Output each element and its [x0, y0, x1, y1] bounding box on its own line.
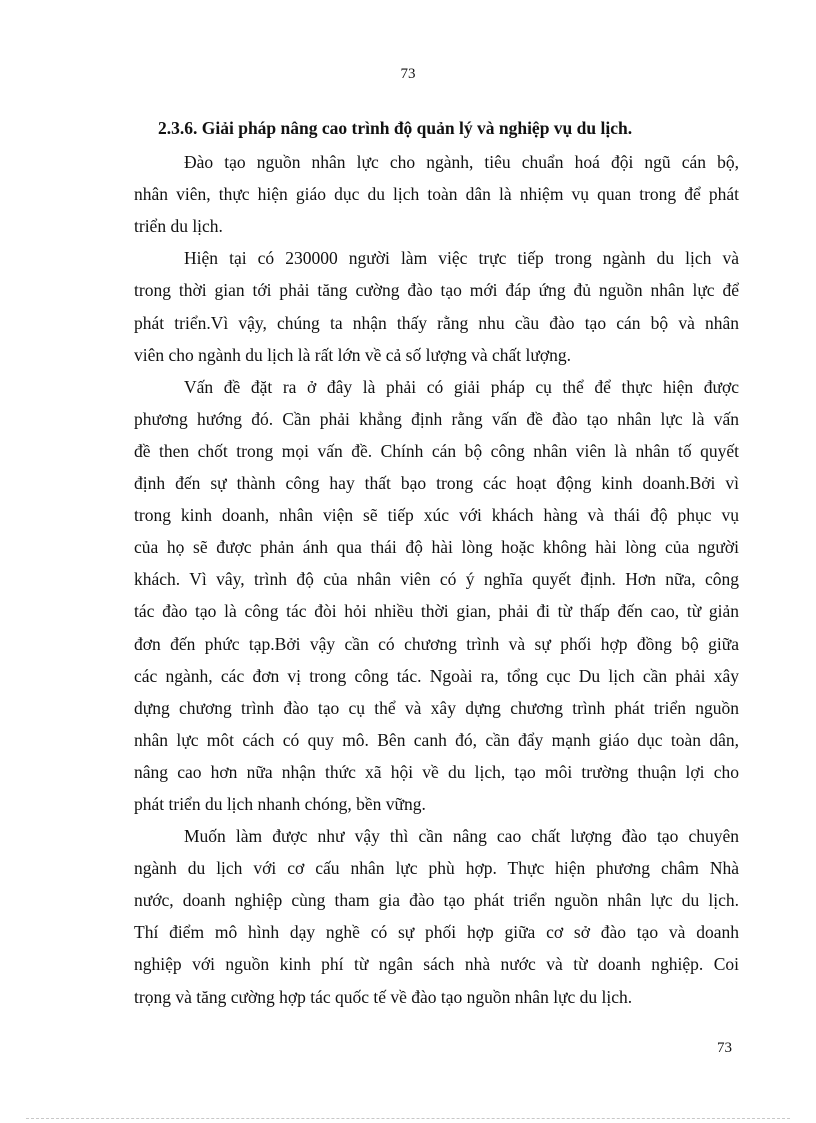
paragraph-line: đề then chốt trong mọi vấn đề. Chính cán bộ công nhân viên là nhân tố quyết: [134, 440, 739, 461]
paragraph: [134, 146, 739, 242]
paragraph-line: dựng chương trình đào tạo cụ thể và xây dựng chương trình phát triển nguồn: [134, 697, 739, 718]
section-heading: 2.3.6. Giải pháp nâng cao trình độ quản lý và nghiệp vụ du lịch.: [158, 118, 633, 138]
paragraph-line: phương hướng đó. Cần phải khẳng định rằng vấn đề đào tạo nhân lực là vấn: [134, 408, 739, 429]
paragraph-line: ngành du lịch với cơ cấu nhân lực phù hợp. Thực hiện phương châm Nhà: [134, 858, 739, 879]
paragraph-line: Vấn đề đặt ra ở đây là phải có giải pháp cụ thể để thực hiện được: [184, 376, 739, 397]
page-number-bottom: 73: [717, 1040, 732, 1056]
paragraph-line: phát triển du lịch nhanh chóng, bền vững.: [134, 793, 426, 814]
paragraph-line: Thí điểm mô hình dạy nghề có sự phối hợp giữa cơ sở đào tạo và doanh: [134, 922, 739, 943]
paragraph: [134, 820, 739, 1013]
paragraph-line: nhân lực môt cách có quy mô. Bên canh đó, cần đẩy mạnh giáo dục toàn dân,: [134, 729, 739, 750]
paragraph-line: các ngành, các đơn vị trong công tác. Ngoài ra, tổng cục Du lịch cần phải xây: [134, 665, 739, 686]
paragraph-line: của họ sẽ được phản ánh qua thái độ hài lòng hoặc không hài lòng của người: [134, 537, 739, 558]
paragraph-line: khách. Vì vây, trình độ của nhân viên có ý nghĩa quyết định. Hơn nữa, công: [134, 569, 739, 590]
document-body: [134, 112, 739, 1013]
page-bottom-divider: [26, 1118, 790, 1119]
paragraph-line: nước, doanh nghiệp cùng tham gia đào tạo phát triển nguồn nhân lực du lịch.: [134, 890, 739, 911]
paragraph-line: trọng và tăng cường hợp tác quốc tế về đào tạo nguồn nhân lực du lịch.: [134, 986, 633, 1007]
paragraph-line: phát triển.Vì vậy, chúng ta nhận thấy rằng nhu cầu đào tạo cán bộ và nhân: [134, 312, 739, 333]
paragraph-line: viên cho ngành du lịch là rất lớn về cả số lượng và chất lượng.: [134, 344, 571, 365]
paragraph-line: định đến sự thành công hay thất bạo trong các hoạt động kinh doanh.Bởi vì: [134, 473, 739, 494]
paragraph-line: nâng cao hơn nữa nhận thức xã hội về du lịch, tạo môi trường thuận lợi cho: [134, 761, 739, 782]
paragraph: [134, 371, 739, 820]
paragraph-line: đơn đến phức tạp.Bởi vậy cần có chương trình và sự phối hợp đồng bộ giữa: [134, 633, 739, 654]
paragraph-line: Hiện tại có 230000 người làm việc trực tiếp trong ngành du lịch và: [184, 248, 739, 269]
paragraph-line: trong thời gian tới phải tăng cường đào tạo mới đáp ứng đủ nguồn nhân lực để: [134, 280, 739, 301]
paragraph-line: triển du lịch.: [134, 216, 223, 237]
paragraph: [134, 242, 739, 370]
paragraph-line: Đào tạo nguồn nhân lực cho ngành, tiêu chuẩn hoá đội ngũ cán bộ,: [184, 152, 739, 173]
paragraph-line: tác đào tạo là công tác đòi hỏi nhiều thời gian, phải đi từ thấp đến cao, từ giản: [134, 601, 739, 622]
paragraph-line: nghiệp với nguồn kinh phí từ ngân sách nhà nước và từ doanh nghiệp. Coi: [134, 954, 739, 975]
paragraph-line: trong kinh doanh, nhân viện sẽ tiếp xúc với khách hàng và thái độ phục vụ: [134, 505, 739, 526]
page-number-top: 73: [400, 66, 416, 82]
paragraphs: [134, 146, 739, 1013]
paragraph-line: Muốn làm được như vậy thì cần nâng cao chất lượng đào tạo chuyên: [184, 826, 739, 847]
paragraph-line: nhân viên, thực hiện giáo dục du lịch toàn dân là nhiệm vụ quan trong để phát: [134, 184, 739, 205]
